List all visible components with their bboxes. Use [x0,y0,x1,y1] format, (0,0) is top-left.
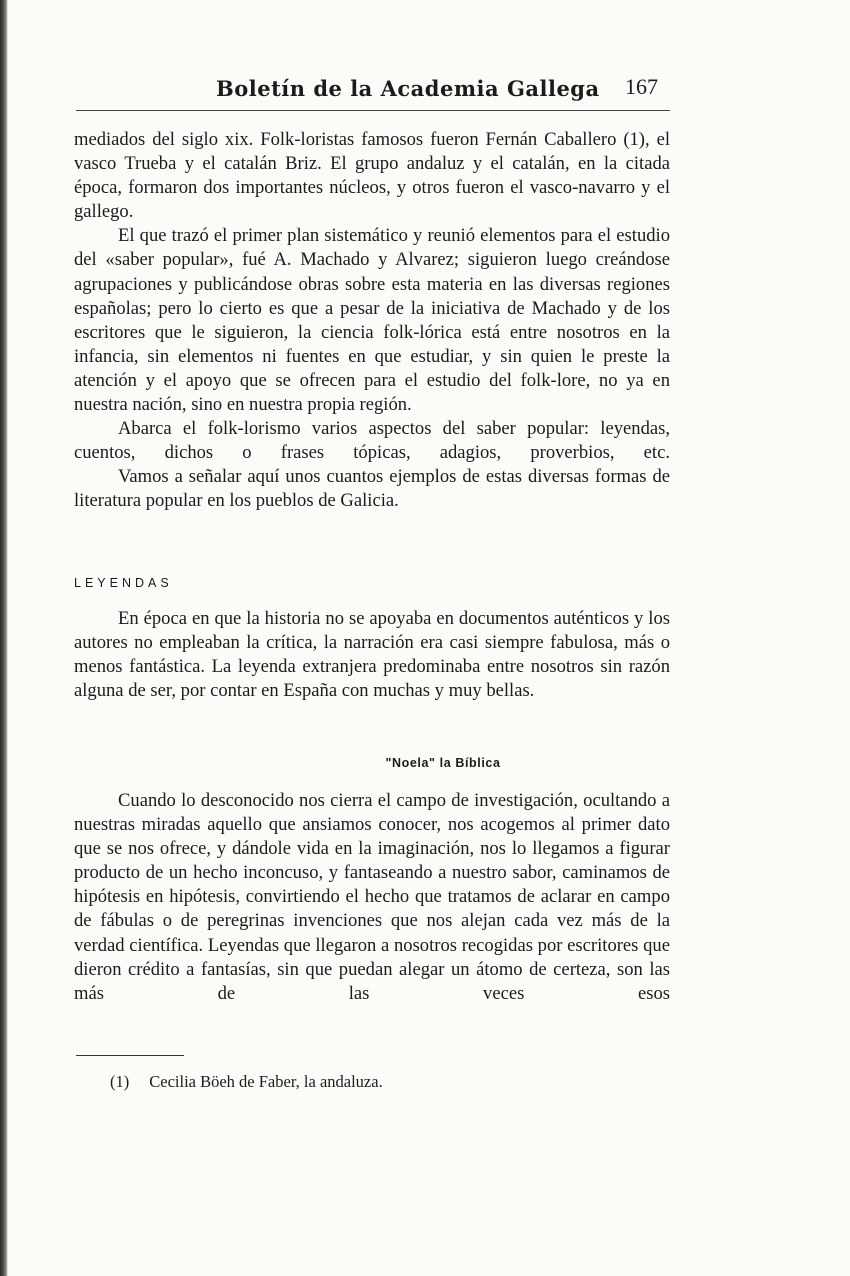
footnote-mark: (1) [110,1072,130,1091]
intro-text [74,128,670,514]
subsection-text [74,789,670,1006]
paragraph: Cuando lo desconocido nos cierra el campo de investigación, ocultando a nuestras miradas aquello que ansiamos conocer, nos acogemos al primer dato que se nos ofrece, y dándole vida en la imaginación, nos lo llegamos a figurar producto de un hecho inconcuso, y fantaseando a nuestro sabor, caminamos de hipótesis en hipótesis, convirtiendo el hecho que tratamos de aclarar en campo de fábulas o de peregrinas invenciones que nos alejan cada vez más de la verdad científica. Leyendas que llegaron a nosotros recogidas por escritores que dieron crédito a fantasías, sin que puedan alegar un átomo de certeza, son las más de las veces esos [74,790,670,1004]
paragraph: Abarca el folk-lorismo varios aspectos del saber popular: leyendas, cuentos, dichos o frases tópicas, adagios, proverbios, etc. [74,418,670,464]
book-spine-shadow [0,0,8,1276]
running-title: Boletín de la Academia Gallega [216,76,600,101]
paragraph: El que trazó el primer plan sistemático y reunió elementos para el estudio del «saber popular», fué A. Machado y Alvarez; siguieron luego creándose agrupaciones y publicándose obras sobre esta materia en las diversas regiones españolas; pero lo cierto es que a pesar de la iniciativa de Machado y de los escritores que le siguieron, la ciencia folk-lórica está entre nosotros en la infancia, sin elementos ni fuentes en que estudiar, y sin quien le preste la atención y el apoyo que se ofrecen para el estudio del folk-lore, no ya en nuestra nación, sino en nuestra propia región. [74,225,670,416]
footnote-text: Cecilia Böeh de Faber, la andaluza. [149,1072,383,1091]
section-text [74,607,670,703]
header-rule [76,110,670,111]
paragraph: Vamos a señalar aquí unos cuantos ejemplos de estas diversas formas de literatura popular en los pueblos de Galicia. [74,466,670,512]
section-heading: LEYENDAS [74,576,173,590]
paragraph: En época en que la historia no se apoyaba en documentos auténticos y los autores no empleaban la crítica, la narración era casi siempre fabulosa, más o menos fantástica. La leyenda extranjera predominaba entre nosotros sin razón alguna de ser, por contar en España con muchas y muy bellas. [74,608,670,702]
page-number: 167 [625,74,658,99]
subsection-heading: "Noela" la Bíblica [385,756,501,770]
footnote [110,1072,383,1092]
footnote-rule [76,1055,184,1056]
paragraph: mediados del siglo xix. Folk-loristas famosos fueron Fernán Caballero (1), el vasco Trueba y el catalán Briz. El grupo andaluz y el catalán, en la citada época, formaron dos importantes núcleos, y otros fueron el vasco-navarro y el gallego. [74,129,670,223]
page-header [76,74,666,108]
